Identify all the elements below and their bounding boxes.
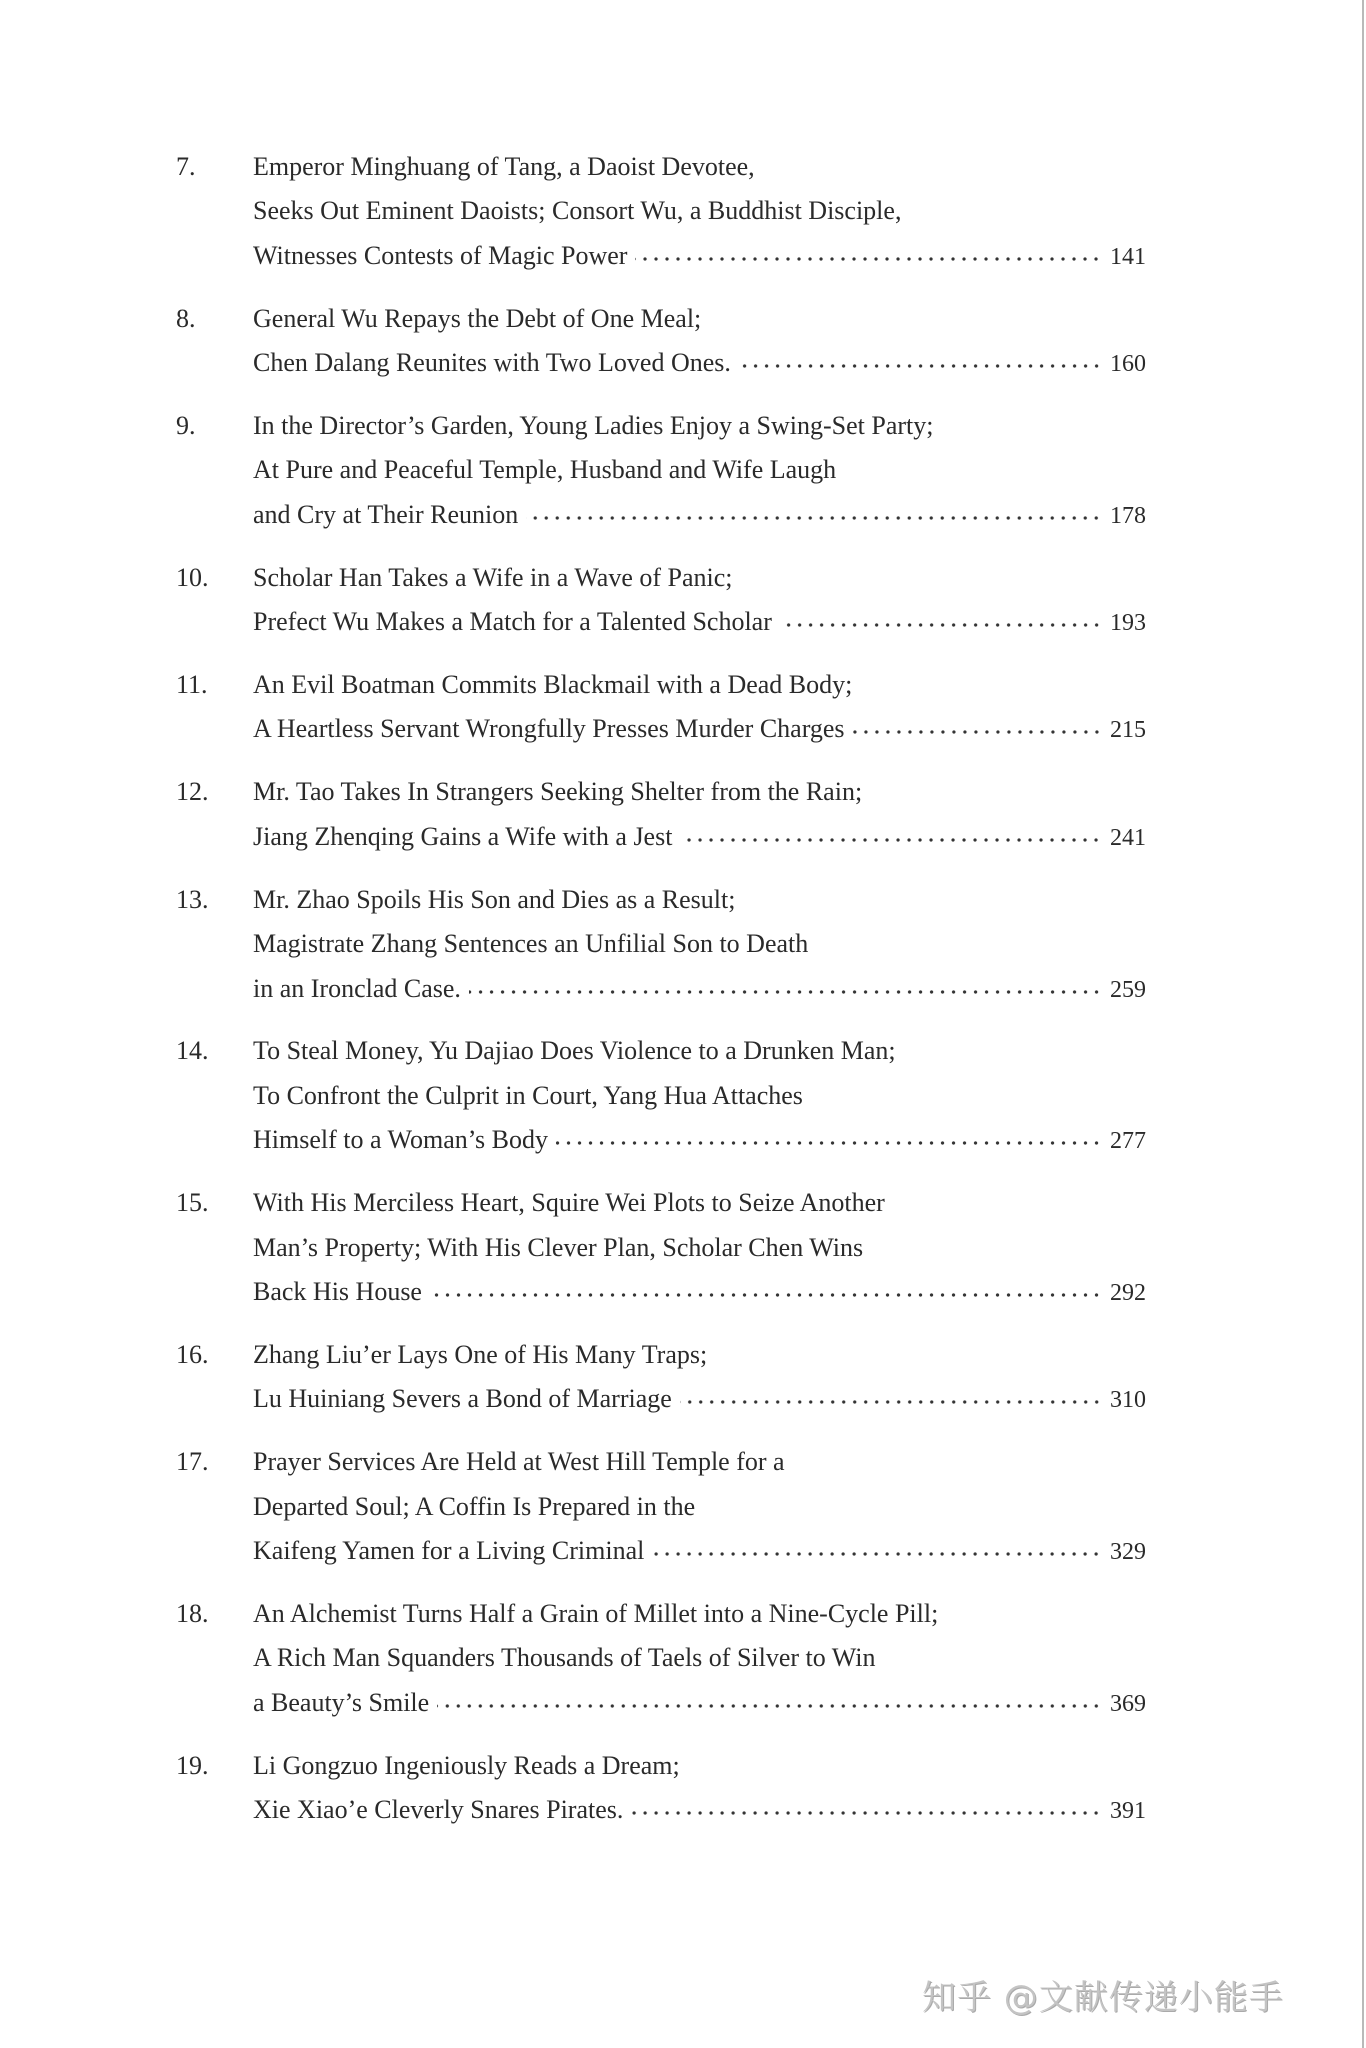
dot-leader xyxy=(631,1808,1102,1818)
title-line: In the Director’s Garden, Young Ladies Enjoy a Swing-Set Party; xyxy=(253,411,934,441)
toc-entry[interactable] xyxy=(176,404,1146,538)
title-line: Prayer Services Are Held at West Hill Temple for a xyxy=(253,1447,785,1477)
watermark: 知乎 @文献传递小能手 xyxy=(922,1978,1284,2018)
title-line-last xyxy=(253,1377,1146,1422)
page-number: 160 xyxy=(1110,351,1146,378)
title-line: Departed Soul; A Coffin Is Prepared in the xyxy=(253,1491,696,1521)
title-line-last xyxy=(253,1529,1146,1574)
chapter-number: 13. xyxy=(176,884,209,914)
chapter-number: 17. xyxy=(176,1447,209,1477)
page-number: 193 xyxy=(1110,610,1146,637)
title-line: Emperor Minghuang of Tang, a Daoist Devotee, xyxy=(253,152,755,181)
title-line: Prefect Wu Makes a Match for a Talented Scholar xyxy=(253,607,772,637)
chapter-title xyxy=(253,663,1146,753)
dot-leader xyxy=(430,1290,1102,1300)
page-number: 215 xyxy=(1110,717,1146,744)
chapter-title xyxy=(253,1181,1146,1315)
toc-entry[interactable] xyxy=(176,878,1146,1012)
title-line: Witnesses Contests of Magic Power xyxy=(253,240,628,270)
chapter-title xyxy=(253,404,1146,538)
chapter-title xyxy=(253,770,1146,860)
title-line: in an Ironclad Case. xyxy=(253,973,461,1003)
title-line-last xyxy=(253,341,1146,386)
page-number: 141 xyxy=(1110,243,1146,270)
title-line: Magistrate Zhang Sentences an Unfilial Son to Death xyxy=(253,929,809,959)
toc-entry[interactable] xyxy=(176,556,1146,646)
toc-entry[interactable] xyxy=(176,297,1146,387)
title-line: Jiang Zhenqing Gains a Wife with a Jest xyxy=(253,821,673,851)
dot-leader xyxy=(526,513,1102,523)
page-number: 178 xyxy=(1110,502,1146,529)
title-line: With His Merciless Heart, Squire Wei Plots to Seize Another xyxy=(253,1188,885,1218)
title-line: Lu Huiniang Severs a Bond of Marriage xyxy=(253,1384,672,1414)
toc-entry[interactable] xyxy=(176,1181,1146,1315)
toc-entry[interactable] xyxy=(176,663,1146,753)
title-line: At Pure and Peaceful Temple, Husband and Wife Laugh xyxy=(253,455,837,485)
title-line: Mr. Zhao Spoils His Son and Dies as a Result; xyxy=(253,884,736,914)
chapter-title xyxy=(253,878,1146,1012)
title-line: Xie Xiao’e Cleverly Snares Pirates. xyxy=(253,1795,624,1824)
title-line-last xyxy=(253,1118,1146,1163)
table-of-contents xyxy=(176,145,1146,1851)
dot-leader xyxy=(437,1701,1102,1711)
title-line: Zhang Liu’er Lays One of His Many Traps; xyxy=(253,1339,708,1369)
chapter-number: 8. xyxy=(176,303,196,333)
title-line: General Wu Repays the Debt of One Meal; xyxy=(253,303,702,333)
chapter-title xyxy=(253,297,1146,387)
chapter-number: 10. xyxy=(176,562,209,592)
toc-entry[interactable] xyxy=(176,1744,1146,1834)
title-line: a Beauty’s Smile xyxy=(253,1687,430,1717)
toc-entry[interactable] xyxy=(176,1029,1146,1163)
dot-leader xyxy=(739,361,1102,371)
dot-leader xyxy=(556,1138,1102,1148)
title-line: To Confront the Culprit in Court, Yang Hua Attaches xyxy=(253,1080,803,1110)
page-number: 277 xyxy=(1110,1128,1146,1155)
title-line-last xyxy=(253,815,1146,860)
title-line: Back His House xyxy=(253,1276,422,1306)
chapter-number: 15. xyxy=(176,1188,209,1218)
chapter-number: 14. xyxy=(176,1036,209,1066)
page-number: 369 xyxy=(1110,1690,1146,1717)
dot-leader xyxy=(680,835,1102,845)
title-line: Li Gongzuo Ingeniously Reads a Dream; xyxy=(253,1750,680,1780)
toc-entry[interactable] xyxy=(176,1333,1146,1423)
title-line: Himself to a Woman’s Body xyxy=(253,1125,548,1155)
chapter-title xyxy=(253,556,1146,646)
dot-leader xyxy=(680,1397,1102,1407)
chapter-number: 18. xyxy=(176,1598,209,1628)
page-number: 292 xyxy=(1110,1279,1146,1306)
title-line-last xyxy=(253,1681,1146,1726)
toc-entry[interactable] xyxy=(176,145,1146,279)
dot-leader xyxy=(780,620,1102,630)
title-line: Chen Dalang Reunites with Two Loved Ones. xyxy=(253,348,731,378)
page-number: 310 xyxy=(1110,1387,1146,1414)
dot-leader xyxy=(469,987,1102,997)
title-line-last xyxy=(253,1788,1146,1833)
chapter-number: 16. xyxy=(176,1339,209,1369)
page-number: 391 xyxy=(1110,1798,1146,1824)
title-line: An Evil Boatman Commits Blackmail with a Dead Body; xyxy=(253,670,853,700)
chapter-title xyxy=(253,1592,1146,1726)
title-line-last xyxy=(253,967,1146,1012)
title-line-last xyxy=(253,1270,1146,1315)
title-line: A Rich Man Squanders Thousands of Taels of Silver to Win xyxy=(253,1643,876,1673)
title-line: Kaifeng Yamen for a Living Criminal xyxy=(253,1535,645,1565)
toc-entry[interactable] xyxy=(176,1440,1146,1574)
title-line-last xyxy=(253,707,1146,752)
title-line: A Heartless Servant Wrongfully Presses Murder Charges xyxy=(253,714,845,744)
title-line: Mr. Tao Takes In Strangers Seeking Shelter from the Rain; xyxy=(253,777,863,807)
title-line: and Cry at Their Reunion xyxy=(253,499,519,529)
title-line: Scholar Han Takes a Wife in a Wave of Panic; xyxy=(253,562,733,592)
chapter-title xyxy=(253,145,1146,279)
chapter-number: 11. xyxy=(176,670,208,700)
chapter-number: 9. xyxy=(176,411,196,441)
chapter-title xyxy=(253,1029,1146,1163)
dot-leader xyxy=(853,727,1102,737)
chapter-title xyxy=(253,1333,1146,1423)
chapter-title xyxy=(253,1744,1146,1834)
page-number: 241 xyxy=(1110,824,1146,851)
title-line: An Alchemist Turns Half a Grain of Millet into a Nine-Cycle Pill; xyxy=(253,1598,939,1628)
toc-entry[interactable] xyxy=(176,1592,1146,1726)
page-edge-line xyxy=(1362,0,1364,2048)
title-line-last xyxy=(253,234,1146,279)
dot-leader xyxy=(652,1549,1102,1559)
title-line-last xyxy=(253,493,1146,538)
title-line: To Steal Money, Yu Dajiao Does Violence to a Drunken Man; xyxy=(253,1036,896,1066)
page-number: 259 xyxy=(1110,976,1146,1003)
chapter-number: 12. xyxy=(176,777,209,807)
chapter-number: 7. xyxy=(176,152,196,181)
chapter-title xyxy=(253,1440,1146,1574)
toc-entry[interactable] xyxy=(176,770,1146,860)
dot-leader xyxy=(635,254,1102,264)
title-line-last xyxy=(253,600,1146,645)
title-line: Seeks Out Eminent Daoists; Consort Wu, a Buddhist Disciple, xyxy=(253,196,902,226)
chapter-number: 19. xyxy=(176,1750,209,1780)
page-number: 329 xyxy=(1110,1538,1146,1565)
title-line: Man’s Property; With His Clever Plan, Scholar Chen Wins xyxy=(253,1232,864,1262)
